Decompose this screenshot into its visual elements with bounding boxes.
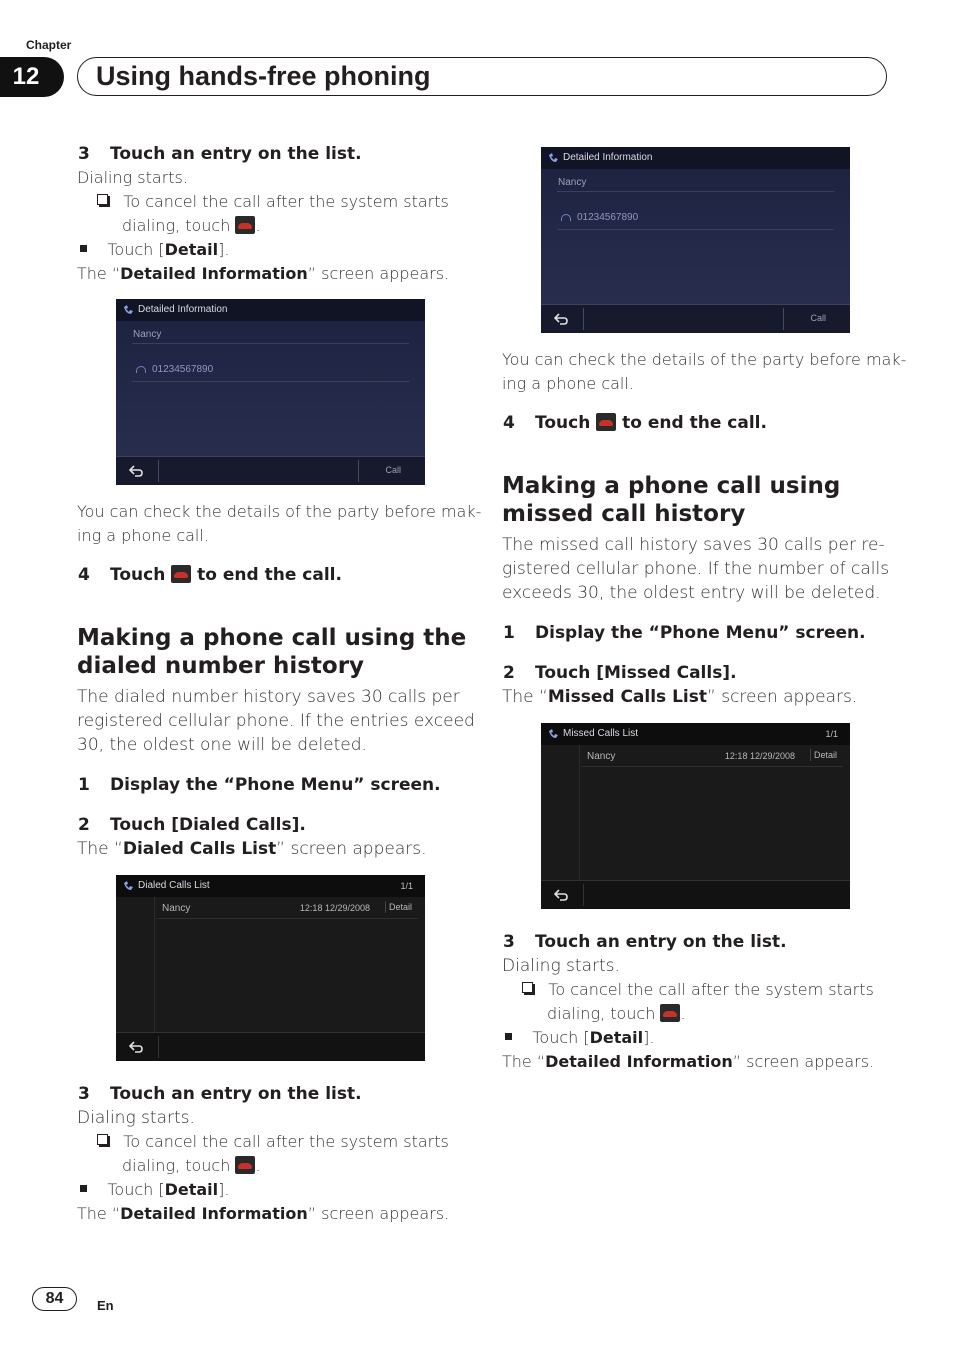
phone-number[interactable]: 01234567890 <box>152 364 214 375</box>
phone-icon <box>547 728 559 740</box>
cancel-note: To cancel the call after the system starts <box>522 978 874 1002</box>
bullet-square-icon <box>505 1033 512 1040</box>
bullet-square-icon <box>80 1185 87 1192</box>
touch-detail-bullet: Touch [Detail]. <box>80 238 229 262</box>
check-details-text-cont: ing a phone call. <box>502 374 634 393</box>
end-call-icon <box>235 1156 255 1174</box>
page-indicator: 1/1 <box>825 729 838 739</box>
screen-appears-text: The “Detailed Information” screen appears. <box>77 1204 450 1223</box>
cancel-note-cont: dialing, touch . <box>547 1004 686 1023</box>
step-2-missed-calls: 2 Touch [Missed Calls]. <box>503 663 737 683</box>
call-button[interactable]: Call <box>385 465 401 475</box>
phone-icon <box>547 152 559 164</box>
end-call-icon <box>596 413 616 431</box>
screen-footer <box>116 1032 425 1061</box>
cancel-note: To cancel the call after the system starts <box>97 190 449 214</box>
language-label: En <box>97 1298 114 1313</box>
missed-heading: Making a phone call using <box>502 473 841 499</box>
step-4-end-call: 4 Touch to end the call. <box>503 413 767 433</box>
dialing-starts-text: Dialing starts. <box>77 168 188 187</box>
check-box-icon <box>97 194 108 205</box>
step-1-display-menu: 1 Display the “Phone Menu” screen. <box>503 623 866 643</box>
missed-para-3: exceeds 30, the oldest entry will be deleted. <box>502 583 881 603</box>
phone-icon <box>561 214 571 221</box>
screen-footer <box>541 880 850 909</box>
screen-footer <box>541 304 850 333</box>
call-button[interactable]: Call <box>810 313 826 323</box>
dialing-starts-text: Dialing starts. <box>77 1108 195 1128</box>
cancel-note-cont: dialing, touch . <box>122 216 261 235</box>
end-call-icon <box>171 565 191 583</box>
back-arrow-icon[interactable] <box>128 464 144 478</box>
screen-title: Detailed Information <box>541 147 850 169</box>
missed-para-2: gistered cellular phone. If the number of calls <box>502 559 890 579</box>
chapter-label: Chapter <box>26 38 72 52</box>
screen-appears-text: The “Detailed Information” screen appears. <box>502 1052 875 1071</box>
detail-button[interactable]: Detail <box>810 749 840 761</box>
chapter-title: Using hands-free phoning <box>77 57 887 96</box>
page-indicator: 1/1 <box>400 881 413 891</box>
phone-icon <box>136 366 146 373</box>
dialed-calls-list-screen <box>116 875 425 1061</box>
step-3-touch-entry: 3 Touch an entry on the list. <box>78 144 362 164</box>
step-4-end-call: 4 Touch to end the call. <box>78 565 342 585</box>
bullet-square-icon <box>80 245 87 252</box>
end-call-icon <box>660 1004 680 1022</box>
missed-para-1: The missed call history saves 30 calls per re- <box>502 535 885 555</box>
back-arrow-icon[interactable] <box>128 1040 144 1054</box>
check-details-text-cont: ing a phone call. <box>77 526 209 545</box>
step-2-dialed-calls: 2 Touch [Dialed Calls]. <box>78 815 306 835</box>
cancel-note-cont: dialing, touch . <box>122 1156 261 1175</box>
step-3-touch-entry: 3 Touch an entry on the list. <box>78 1084 362 1104</box>
back-arrow-icon[interactable] <box>553 888 569 902</box>
check-details-text: You can check the details of the party before mak- <box>77 502 482 521</box>
screen-title: Missed Calls List <box>541 723 850 745</box>
detailed-information-screen <box>541 147 850 333</box>
touch-detail-bullet: Touch [Detail]. <box>505 1026 654 1050</box>
detail-button[interactable]: Detail <box>385 901 415 913</box>
dialing-starts-text: Dialing starts. <box>502 956 620 976</box>
check-details-text: You can check the details of the party before mak- <box>502 350 907 369</box>
step-3-touch-entry: 3 Touch an entry on the list. <box>503 932 787 952</box>
detailed-information-screen <box>116 299 425 485</box>
step-1-display-menu: 1 Display the “Phone Menu” screen. <box>78 775 441 795</box>
dialed-screen-appears: The “Dialed Calls List” screen appears. <box>77 839 427 859</box>
missed-calls-list-screen <box>541 723 850 909</box>
screen-footer <box>116 456 425 485</box>
cancel-note: To cancel the call after the system starts <box>97 1130 449 1154</box>
screen-appears-text: The “Detailed Information” screen appears. <box>77 264 450 283</box>
missed-heading-cont: missed call history <box>502 501 746 527</box>
page-number: 84 <box>32 1287 77 1311</box>
check-box-icon <box>522 982 533 993</box>
screen-title: Dialed Calls List <box>116 875 425 897</box>
phone-number[interactable]: 01234567890 <box>577 212 639 223</box>
contact-name[interactable]: Nancy <box>558 177 587 188</box>
chapter-number: 12 <box>0 57 64 97</box>
end-call-icon <box>235 216 255 234</box>
screen-title: Detailed Information <box>116 299 425 321</box>
list-item[interactable]: Nancy 12:18 12/29/2008 Detail <box>156 900 418 919</box>
missed-screen-appears: The “Missed Calls List” screen appears. <box>502 687 858 707</box>
list-item[interactable]: Nancy 12:18 12/29/2008 Detail <box>581 748 843 767</box>
contact-name[interactable]: Nancy <box>133 329 162 340</box>
dialed-heading-cont: dialed number history <box>77 653 365 679</box>
phone-icon <box>122 304 134 316</box>
phone-icon <box>122 880 134 892</box>
touch-detail-bullet: Touch [Detail]. <box>80 1178 229 1202</box>
dialed-para-3: 30, the oldest one will be deleted. <box>77 735 367 755</box>
back-arrow-icon[interactable] <box>553 312 569 326</box>
dialed-para-2: registered cellular phone. If the entries exceed <box>77 711 475 731</box>
check-box-icon <box>97 1134 108 1145</box>
dialed-para-1: The dialed number history saves 30 calls per <box>77 687 460 707</box>
dialed-heading: Making a phone call using the <box>77 625 467 651</box>
